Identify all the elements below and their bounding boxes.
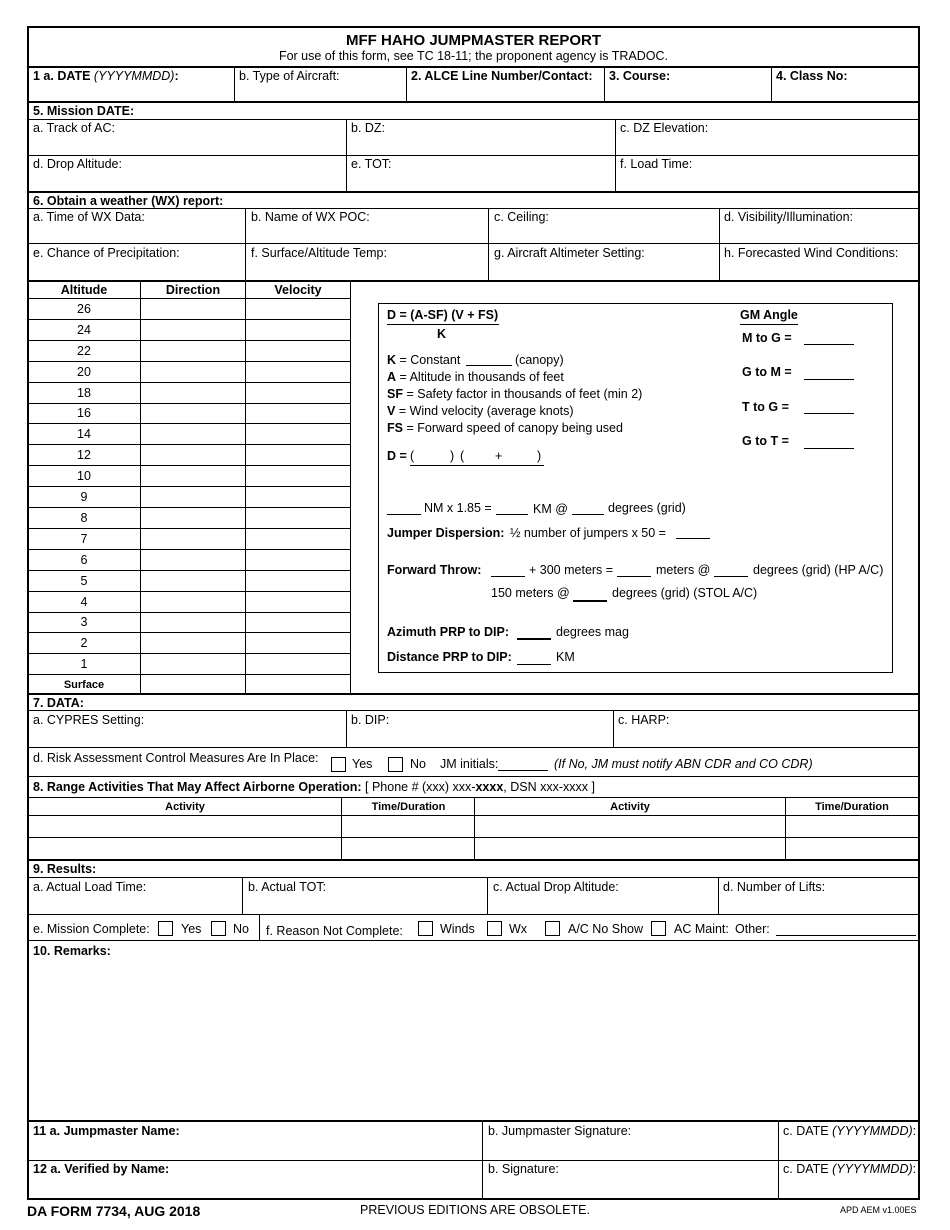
velocity-cell[interactable] [247, 320, 349, 339]
time-cell[interactable] [343, 839, 472, 857]
dz-elevation-field[interactable] [620, 136, 916, 153]
wind-conditions-field[interactable] [724, 261, 916, 278]
m-to-g-label: M to G = [742, 331, 792, 345]
d-label: D = [387, 449, 407, 463]
jm-note: (If No, JM must notify ABN CDR and CO CDR) [554, 757, 813, 771]
cypres-label: a. CYPRES Setting: [33, 713, 145, 727]
velocity-cell[interactable] [247, 654, 349, 673]
throw-blank-1[interactable] [491, 576, 525, 577]
class-label: 4. Class No: [776, 69, 848, 83]
activity-cell[interactable] [476, 817, 783, 835]
altitude-cell: Surface [63, 679, 105, 691]
divider [27, 280, 920, 282]
v-definition: V = Wind velocity (average knots) [387, 404, 574, 418]
velocity-cell[interactable] [247, 383, 349, 402]
no-show-checkbox[interactable] [545, 921, 560, 936]
fs-definition: FS = Forward speed of canopy being used [387, 421, 623, 435]
load-time-label: f. Load Time: [620, 157, 693, 171]
divider [245, 208, 246, 280]
divider [613, 710, 614, 747]
nm-blank[interactable] [387, 514, 421, 515]
velocity-cell[interactable] [247, 508, 349, 527]
alce-field[interactable] [411, 84, 599, 100]
risk-no-checkbox[interactable] [388, 757, 403, 772]
precip-field[interactable] [33, 261, 240, 278]
activity-header-1: Activity [165, 801, 205, 813]
dip-field[interactable] [351, 728, 608, 745]
velocity-header: Velocity [274, 283, 322, 297]
velocity-cell[interactable] [247, 529, 349, 548]
velocity-cell[interactable] [247, 487, 349, 506]
altitude-cell: 7 [80, 532, 88, 546]
velocity-cell[interactable] [247, 424, 349, 443]
dispersion-text: ½ number of jumpers x 50 = [510, 526, 666, 540]
complete-no-checkbox[interactable] [211, 921, 226, 936]
direction-cell[interactable] [142, 571, 244, 590]
track-field[interactable] [33, 136, 341, 153]
velocity-cell[interactable] [247, 341, 349, 360]
throw-meters-at: meters @ [656, 563, 711, 577]
wx-label: Wx [509, 922, 528, 936]
dz-label: b. DZ: [351, 121, 386, 135]
velocity-cell[interactable] [247, 404, 349, 422]
velocity-cell[interactable] [247, 466, 349, 485]
k-blank[interactable] [466, 365, 512, 366]
direction-cell[interactable] [142, 341, 244, 360]
version: APD AEM v1.00ES [840, 1205, 917, 1215]
divider [27, 208, 920, 209]
time-header-1: Time/Duration [371, 801, 446, 813]
jm-name-field[interactable] [33, 1140, 477, 1158]
degrees-grid: degrees (grid) [608, 501, 686, 515]
velocity-cell[interactable] [247, 362, 349, 381]
track-label: a. Track of AC: [33, 121, 115, 135]
forward-throw-label: Forward Throw: [387, 563, 482, 577]
direction-cell[interactable] [142, 299, 244, 318]
jm-initials-label: JM initials: [440, 757, 499, 771]
course-label: 3. Course: [609, 69, 671, 83]
harp-label: c. HARP: [618, 713, 670, 727]
wind-conditions-label: h. Forecasted Wind Conditions: [724, 246, 899, 260]
direction-header: Direction [165, 283, 221, 297]
weather-heading: 6. Obtain a weather (WX) report: [33, 194, 224, 208]
divider [27, 776, 920, 777]
divider [27, 693, 920, 695]
direction-cell[interactable] [142, 633, 244, 652]
date-field[interactable] [33, 84, 229, 100]
other-label: Other: [735, 922, 770, 936]
distance-label: Distance PRP to DIP: [387, 650, 512, 664]
velocity-cell[interactable] [247, 675, 349, 694]
aircraft-field[interactable] [239, 84, 401, 100]
remarks-heading: 10. Remarks: [33, 944, 111, 958]
form-subtitle: For use of this form, see TC 18-11; the proponent agency is TRADOC. [278, 49, 669, 63]
aircraft-label: b. Type of Aircraft: [239, 69, 340, 83]
formula-denominator: K [437, 327, 447, 341]
divider [234, 67, 235, 102]
verified-name-field[interactable] [33, 1178, 477, 1196]
risk-yes-label: Yes [352, 757, 373, 771]
visibility-label: d. Visibility/Illumination: [724, 210, 853, 224]
g-to-t-blank[interactable] [804, 448, 854, 449]
divider [27, 1160, 920, 1161]
direction-cell[interactable] [142, 445, 244, 464]
divider [719, 208, 720, 280]
divider [27, 101, 920, 103]
divider [350, 281, 351, 693]
wx-time-label: a. Time of WX Data: [33, 210, 145, 224]
altitude-cell: 5 [80, 574, 88, 588]
altitude-cell: 8 [80, 511, 88, 525]
jm-signature-label: b. Jumpmaster Signature: [488, 1124, 632, 1138]
divider [27, 710, 920, 711]
time-cell[interactable] [787, 817, 917, 835]
verified-signature-field[interactable] [488, 1178, 773, 1196]
divider [27, 155, 920, 156]
direction-cell[interactable] [142, 362, 244, 381]
divider [346, 710, 347, 747]
altitude-cell: 24 [77, 323, 91, 337]
direction-cell[interactable] [142, 550, 244, 569]
k-definition: K = Constant [387, 353, 461, 367]
d-close-2: ) [537, 449, 542, 463]
actual-tot-label: b. Actual TOT: [248, 880, 327, 894]
risk-no-label: No [410, 757, 426, 771]
velocity-cell[interactable] [247, 592, 349, 611]
m-to-g-blank[interactable] [804, 344, 854, 345]
azimuth-blank[interactable] [517, 638, 551, 640]
wx-checkbox[interactable] [487, 921, 502, 936]
nm-text: NM x 1.85 = [424, 501, 492, 515]
form-id: DA FORM 7734, AUG 2018 [27, 1203, 201, 1219]
lifts-label: d. Number of Lifts: [723, 880, 826, 894]
altitude-cell: 6 [80, 553, 88, 567]
direction-cell[interactable] [142, 487, 244, 506]
divider [785, 797, 786, 859]
ceiling-label: c. Ceiling: [494, 210, 549, 224]
harp-field[interactable] [618, 728, 916, 745]
jm-signature-field[interactable] [488, 1140, 773, 1158]
divider [341, 797, 342, 859]
altitude-cell: 26 [77, 302, 91, 316]
class-field[interactable] [776, 84, 916, 100]
direction-cell[interactable] [142, 508, 244, 527]
dispersion-blank[interactable] [676, 538, 710, 539]
divider [474, 797, 475, 859]
fraction-bar [387, 324, 499, 325]
d-plus: + [495, 449, 503, 463]
complete-yes-checkbox[interactable] [158, 921, 173, 936]
actual-load-field[interactable] [33, 895, 237, 912]
velocity-cell[interactable] [247, 571, 349, 590]
gm-angle-heading: GM Angle [740, 308, 798, 322]
t-to-g-blank[interactable] [804, 413, 854, 414]
direction-cell[interactable] [142, 383, 244, 402]
divider [27, 940, 920, 941]
velocity-cell[interactable] [247, 299, 349, 318]
divider [604, 67, 605, 102]
k-canopy: (canopy) [515, 353, 564, 367]
direction-cell[interactable] [142, 466, 244, 485]
throw-text: + 300 meters = [529, 563, 614, 577]
drop-altitude-field[interactable] [33, 172, 341, 189]
velocity-cell[interactable] [247, 613, 349, 631]
date-label: 1 a. DATE (YYYYMMDD): [33, 69, 179, 83]
wx-time-field[interactable] [33, 225, 240, 241]
divider [27, 66, 920, 68]
verified-signature-label: b. Signature: [488, 1162, 559, 1176]
time-cell[interactable] [343, 817, 472, 835]
stol-blank[interactable] [573, 600, 607, 602]
direction-cell[interactable] [142, 654, 244, 673]
mission-complete-label: e. Mission Complete: [33, 922, 150, 936]
course-field[interactable] [609, 84, 766, 100]
activity-cell[interactable] [30, 817, 339, 835]
divider [27, 1120, 920, 1122]
time-cell[interactable] [787, 839, 917, 857]
divider [406, 67, 407, 102]
jm-name-label: 11 a. Jumpmaster Name: [33, 1124, 180, 1138]
km-blank[interactable] [496, 514, 528, 515]
divider [27, 119, 920, 120]
verified-name-label: 12 a. Verified by Name: [33, 1162, 170, 1176]
divider [488, 208, 489, 280]
altitude-cell: 14 [77, 427, 91, 441]
divider [140, 281, 141, 693]
drop-altitude-label: d. Drop Altitude: [33, 157, 122, 171]
tot-label: e. TOT: [351, 157, 392, 171]
stol-degrees: degrees (grid) (STOL A/C) [612, 586, 758, 600]
divider [27, 243, 920, 244]
g-to-m-blank[interactable] [804, 379, 854, 380]
a-definition: A = Altitude in thousands of feet [387, 370, 564, 384]
wx-poc-field[interactable] [251, 225, 483, 241]
velocity-cell[interactable] [247, 633, 349, 652]
temp-label: f. Surface/Altitude Temp: [251, 246, 387, 260]
divider [487, 877, 488, 914]
visibility-field[interactable] [724, 225, 916, 241]
d-close-1: ) [450, 449, 455, 463]
jm-date-field[interactable] [783, 1140, 916, 1158]
divider [259, 914, 260, 940]
throw-blank-3[interactable] [714, 576, 748, 577]
maint-checkbox[interactable] [651, 921, 666, 936]
direction-cell[interactable] [142, 404, 244, 422]
d-open-1: ( [410, 449, 415, 463]
no-show-label: A/C No Show [568, 922, 644, 936]
winds-label: Winds [440, 922, 475, 936]
remarks-field[interactable] [33, 960, 916, 1118]
grid-degrees-blank[interactable] [572, 514, 604, 515]
divider [27, 914, 920, 915]
velocity-cell[interactable] [247, 445, 349, 464]
altitude-cell: 18 [77, 386, 91, 400]
divider [718, 877, 719, 914]
azimuth-unit: degrees mag [556, 625, 629, 639]
other-blank[interactable] [776, 935, 916, 936]
form-title: MFF HAHO JUMPMASTER REPORT [346, 32, 601, 49]
direction-cell[interactable] [142, 613, 244, 631]
cypres-field[interactable] [33, 728, 341, 745]
divider [27, 877, 920, 878]
altitude-cell: 1 [80, 657, 88, 671]
jm-initials-blank[interactable] [498, 770, 548, 771]
km-at: KM @ [533, 502, 568, 516]
altitude-cell: 20 [77, 365, 91, 379]
d-formula-blank[interactable] [410, 465, 544, 466]
verified-date-field[interactable] [783, 1178, 916, 1196]
altitude-cell: 2 [80, 636, 88, 650]
temp-field[interactable] [251, 261, 483, 278]
direction-cell[interactable] [142, 320, 244, 339]
altitude-cell: 10 [77, 469, 91, 483]
divider [242, 877, 243, 914]
dispersion-label: Jumper Dispersion: [387, 526, 505, 540]
throw-hp: degrees (grid) (HP A/C) [753, 563, 884, 577]
stol-text: 150 meters @ [491, 586, 570, 600]
altimeter-label: g. Aircraft Altimeter Setting: [494, 246, 645, 260]
divider [27, 191, 920, 193]
risk-label: d. Risk Assessment Control Measures Are In Place: [33, 751, 319, 765]
actual-drop-field[interactable] [493, 895, 713, 912]
precip-label: e. Chance of Precipitation: [33, 246, 180, 260]
altitude-cell: 3 [80, 615, 88, 629]
altitude-cell: 12 [77, 448, 91, 462]
direction-cell[interactable] [142, 529, 244, 548]
distance-unit: KM [556, 650, 575, 664]
dz-elevation-label: c. DZ Elevation: [620, 121, 709, 135]
jm-date-label: c. DATE (YYYYMMDD): [783, 1124, 917, 1138]
winds-checkbox[interactable] [418, 921, 433, 936]
sf-definition: SF = Safety factor in thousands of feet (min 2) [387, 387, 643, 401]
azimuth-label: Azimuth PRP to DIP: [387, 625, 509, 639]
altimeter-field[interactable] [494, 261, 714, 278]
maint-label: AC Maint: [674, 922, 729, 936]
altitude-cell: 22 [77, 344, 91, 358]
altitude-cell: 9 [80, 490, 88, 504]
altitude-cell: 4 [80, 595, 88, 609]
data-heading: 7. DATA: [33, 696, 84, 710]
range-heading: 8. Range Activities That May Affect Airborne Operation: [ Phone # (xxx) xxx-xxxx, DSN xxx-xxxx ] [33, 780, 595, 794]
dz-field[interactable] [351, 136, 610, 153]
time-header-2: Time/Duration [815, 801, 889, 813]
divider [771, 67, 772, 102]
reason-label: f. Reason Not Complete: [266, 924, 403, 938]
alce-label: 2. ALCE Line Number/Contact: [411, 69, 593, 83]
velocity-cell[interactable] [247, 550, 349, 569]
divider [245, 281, 246, 693]
altitude-header: Altitude [60, 283, 108, 297]
complete-yes-label: Yes [181, 922, 202, 936]
complete-no-label: No [233, 922, 249, 936]
tot-field[interactable] [351, 172, 610, 189]
direction-cell[interactable] [142, 675, 244, 694]
divider [27, 747, 920, 748]
risk-yes-checkbox[interactable] [331, 757, 346, 772]
actual-load-label: a. Actual Load Time: [33, 880, 147, 894]
obsolete-note: PREVIOUS EDITIONS ARE OBSOLETE. [360, 1203, 590, 1217]
mission-heading: 5. Mission DATE: [33, 104, 135, 118]
wx-poc-label: b. Name of WX POC: [251, 210, 370, 224]
ceiling-field[interactable] [494, 225, 714, 241]
g-to-m-label: G to M = [742, 365, 792, 379]
activity-cell[interactable] [476, 839, 783, 857]
dip-label: b. DIP: [351, 713, 390, 727]
load-time-field[interactable] [620, 172, 916, 189]
distance-blank[interactable] [517, 664, 551, 665]
gm-underline [740, 324, 798, 325]
d-open-2: ( [460, 449, 465, 463]
g-to-t-label: G to T = [742, 434, 789, 448]
results-heading: 9. Results: [33, 862, 97, 876]
lifts-field[interactable] [723, 895, 916, 912]
throw-blank-2[interactable] [617, 576, 651, 577]
direction-cell[interactable] [142, 592, 244, 611]
actual-tot-field[interactable] [248, 895, 482, 912]
verified-date-label: c. DATE (YYYYMMDD): [783, 1162, 917, 1176]
activity-header-2: Activity [610, 801, 650, 813]
altitude-cell: 16 [77, 406, 91, 420]
formula-numerator: D = (A-SF) (V + FS) [387, 308, 499, 322]
direction-cell[interactable] [142, 424, 244, 443]
activity-cell[interactable] [30, 839, 339, 857]
actual-drop-label: c. Actual Drop Altitude: [493, 880, 619, 894]
divider [27, 859, 920, 861]
t-to-g-label: T to G = [742, 400, 789, 414]
